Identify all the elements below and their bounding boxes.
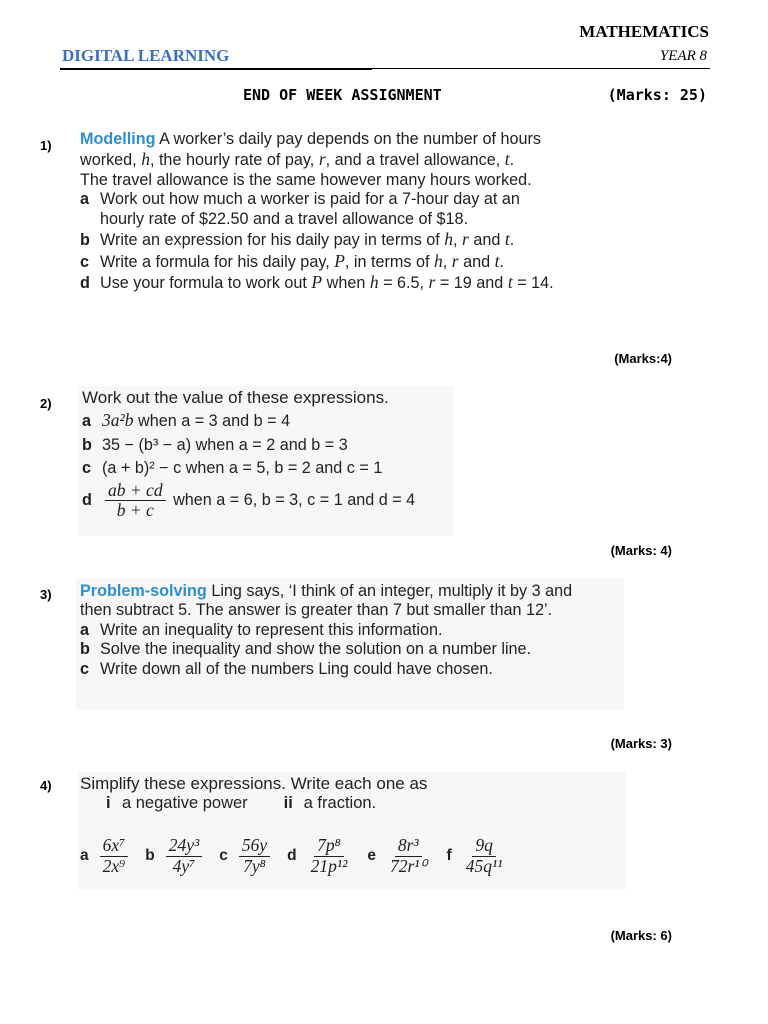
year-label: YEAR 8 [659,48,707,64]
q4-item-d: d $\frac{\text{7p⁸}}{\text{21p¹²}}$ [287,835,348,876]
question-3-number: 3) [40,587,52,602]
total-marks: (Marks: 25) [607,86,707,104]
q4-option-i-label: i [106,794,111,813]
q2-part-c: c (a + b)² − c when a = 5, b = 2 and c = 1 [82,459,383,478]
brand-title: DIGITAL LEARNING [62,46,230,65]
question-4-number: 4) [40,778,52,793]
q3-part-c: c Write down all of the numbers Ling could have chosen. [80,659,493,678]
q4-item-b: b $\frac{\text{24y³}}{\text{4y⁷}}$ [145,836,205,876]
q4-option-ii-label: ii [283,794,293,813]
header-rule-thin [372,68,710,69]
q1-intro-line-1: Modelling A worker’s daily pay depends on the number of hours [80,130,541,148]
q1-part-d: d Use your formula to work out P when h = 6.5, r = 19 and t = 14. [80,272,554,293]
q1-keyword: Modelling [80,130,156,148]
q3-part-a: a Write an inequality to represent this information. [80,620,443,639]
q2-intro: Work out the value of these expressions. [82,388,389,407]
question-3 [80,582,572,679]
question-2 [82,388,415,520]
q4-expressions [80,828,620,884]
q2-part-b: b 35 − (b³ − a) when a = 2 and b = 3 [82,435,348,454]
q4-item-c: c $\frac{56y}{\text{7y⁸}}$ [219,836,273,876]
question-3-marks: (Marks: 3) [610,736,672,751]
header-rule-thick [60,68,372,70]
subject-heading: MATHEMATICS [579,22,709,41]
question-4 [80,774,427,814]
q3-part-b: b Solve the inequality and show the solution on a number line. [80,640,532,659]
q1-part-b: b Write an expression for his daily pay in terms of h, r and t. [80,229,515,250]
assignment-title: END OF WEEK ASSIGNMENT [243,86,442,104]
q1-part-a: a Work out how much a worker is paid for a 7-hour day at an [80,190,520,209]
q4-options: i a negative power ii a fraction. [106,794,377,813]
q3-keyword: Problem-solving [80,582,207,600]
q1-part-a-cont: hourly rate of $22.50 and a travel allowance of $18. [100,209,469,228]
question-4-marks: (Marks: 6) [610,928,672,943]
q4-item-f: f $\frac{9q}{\text{45q¹¹}}$ [446,835,503,876]
q4-intro: Simplify these expressions. Write each one as [80,774,428,793]
q1-intro-line-3: The travel allowance is the same however many hours worked. [80,170,532,189]
q2-part-a: a 3a²b when a = 3 and b = 4 [82,410,291,431]
q2-part-d: d $\frac{ab + cd}{b + c}$ when a = 6, b = 3, c = 1 and d = 4 [82,479,416,520]
question-2-marks: (Marks: 4) [610,543,672,558]
question-1-marks: (Marks:4) [614,351,672,366]
q3-intro-line-1: Problem-solving Ling says, ‘I think of an integer, multiply it by 3 and [80,582,573,600]
q1-intro-line-2: worked, h, the hourly rate of pay, r, and a travel allowance, t. [80,149,515,170]
q1-part-c: c Write a formula for his daily pay, P, in terms of h, r and t. [80,250,504,271]
question-1 [80,130,554,294]
q2-d-fraction: $\frac{ab + cd}{b + c}$ [105,481,166,521]
q4-item-e: e $\frac{\text{8r³}}{\text{72r¹⁰}}$ [367,835,427,876]
question-1-number: 1) [40,138,52,153]
question-2-number: 2) [40,396,52,411]
q4-item-a: a $\frac{\text{6x⁷}}{\text{2x⁹}}$ [80,836,131,876]
q3-intro-line-2: then subtract 5. The answer is greater than 7 but smaller than 12’. [80,601,553,620]
